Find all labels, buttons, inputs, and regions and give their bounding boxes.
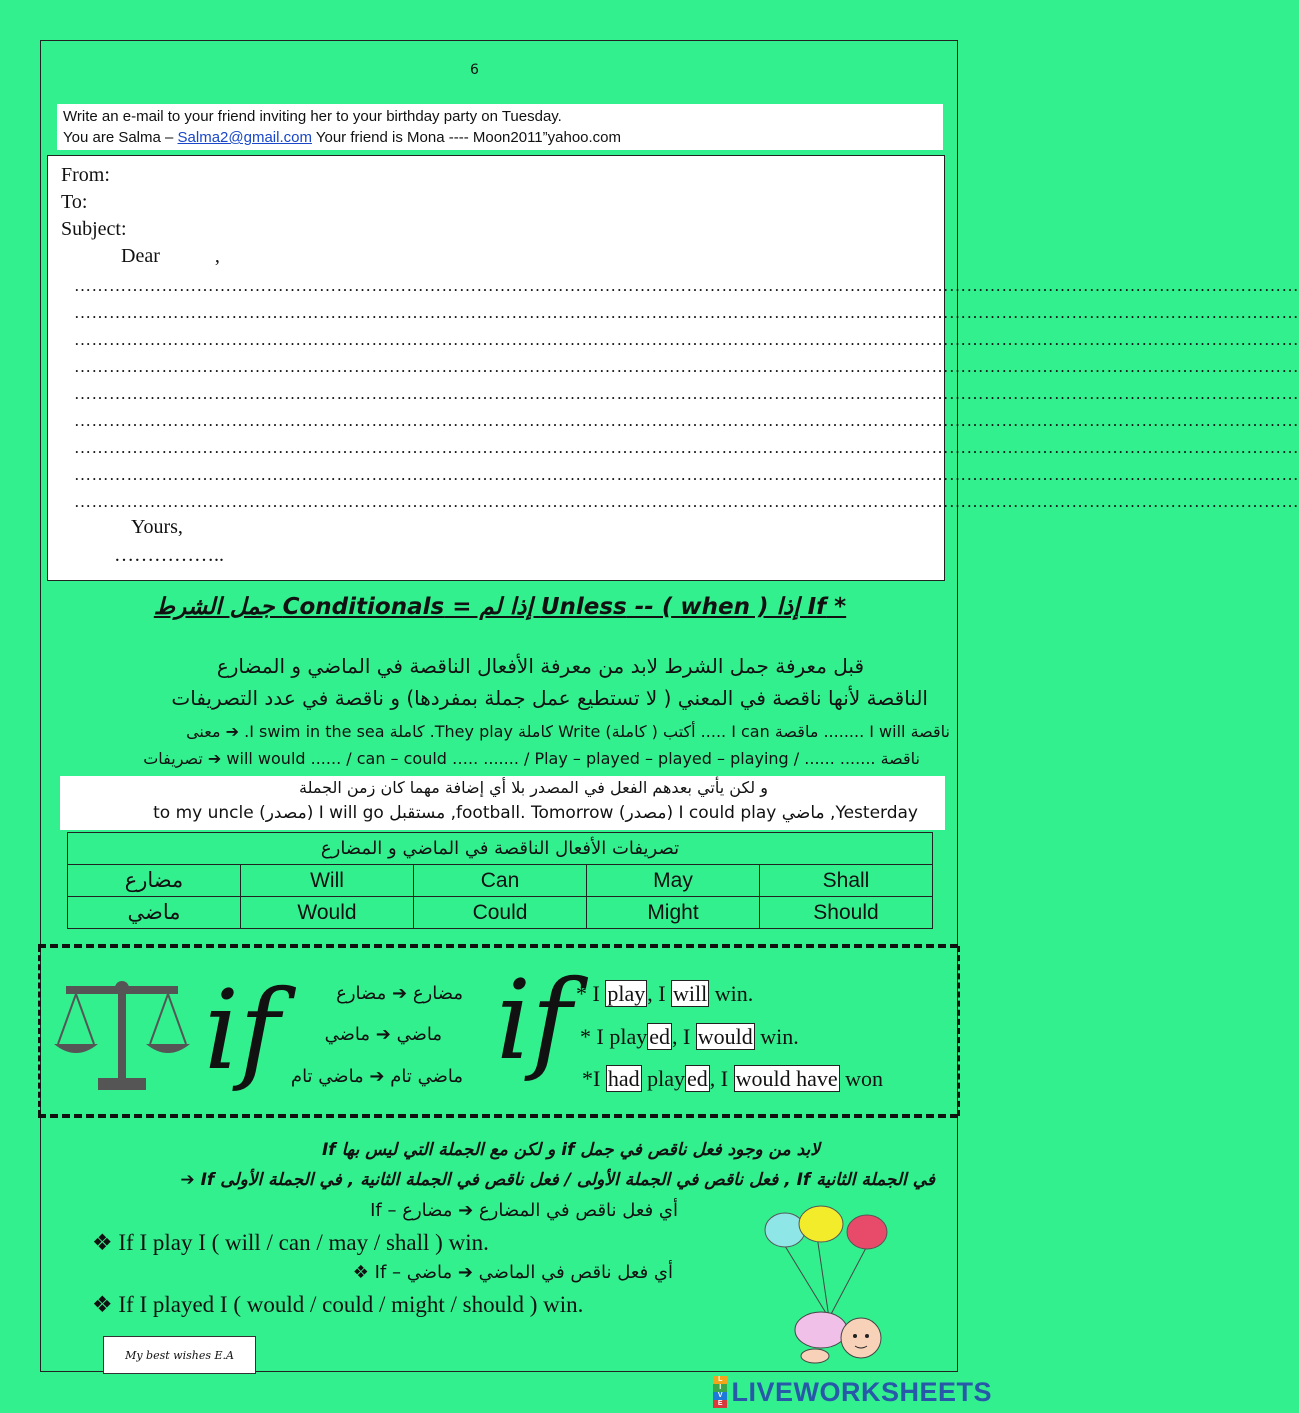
- balloons-baby-icon: [755, 1210, 905, 1370]
- table-cell: Should: [760, 897, 933, 929]
- answer-box[interactable]: would have: [735, 1066, 838, 1091]
- present-subrule: أي فعل ناقص في المضارع ➔ مضارع – If: [370, 1200, 678, 1221]
- email-form: [47, 155, 1299, 581]
- table-cell: Could: [414, 897, 587, 929]
- example-text: * I: [576, 981, 606, 1006]
- task-line-2-prefix: You are Salma –: [63, 129, 178, 146]
- example-text: , I: [671, 1024, 696, 1049]
- answer-box[interactable]: ed: [686, 1066, 708, 1091]
- task-line-2: [63, 127, 937, 148]
- writing-line-5[interactable]: …………………………………………………………………………………………………………………………………………………………………………………………: [74, 384, 1299, 403]
- intro-line-4: ناقصة ....... ...... / will would ...... / can – could ….. ....... / Play – played – played – playing ➔ تصريفات: [143, 749, 920, 768]
- table-cell: Would: [241, 897, 414, 929]
- dear-label: Dear ,: [121, 245, 220, 267]
- signoff-line[interactable]: ……………..: [114, 544, 224, 566]
- bottom-rule-1: لابد من وجود فعل ناقص في جمل if و لكن مع الجملة التي ليس بها If: [321, 1140, 820, 1160]
- answer-box[interactable]: will: [673, 981, 708, 1006]
- task-instructions: [57, 104, 943, 150]
- table-cell: Can: [414, 865, 587, 897]
- note-line-1: و لكن يأتي بعدهم الفعل في المصدر بلا أي إضافة مهما كان زمن الجملة: [299, 778, 768, 797]
- logo-mark-letter: L: [713, 1376, 727, 1384]
- subject-label: Subject:: [61, 218, 127, 240]
- past-subrule: أي فعل ناقص في الماضي ➔ ماضي – If ❖: [352, 1262, 673, 1283]
- table-row-label: ماضي: [68, 897, 241, 929]
- writing-line-3[interactable]: …………………………………………………………………………………………………………………………………………………………………………………………: [74, 330, 1299, 349]
- dashed-border-top: [38, 944, 958, 948]
- dashed-border-right: [957, 946, 960, 1116]
- task-line-2-suffix: Your friend is Mona ---- Moon2011”yahoo.com: [311, 129, 622, 146]
- table-row: [68, 865, 933, 897]
- page-number: 6: [470, 62, 479, 78]
- example-3: [582, 1066, 883, 1092]
- dashed-border-bottom: [38, 1114, 958, 1118]
- example-text: play: [641, 1066, 685, 1091]
- example-text: , I: [647, 981, 672, 1006]
- yours-label: Yours,: [131, 516, 183, 538]
- logo-text: LIVEWORKSHEETS: [731, 1376, 992, 1407]
- logo-mark-letter: I: [713, 1384, 727, 1392]
- writing-line-7[interactable]: …………………………………………………………………………………………………………………………………………………………………………………………: [74, 438, 1299, 457]
- writing-line-4[interactable]: …………………………………………………………………………………………………………………………………………………………………………………………: [74, 357, 1299, 376]
- writing-line-9[interactable]: …………………………………………………………………………………………………………………………………………………………………………………………: [74, 492, 1299, 511]
- intro-line-1: قبل معرفة جمل الشرط لابد من معرفة الأفعال الناقصة في الماضي و المضارع: [216, 654, 864, 678]
- bottom-rule-2: في الجملة الثانية If , فعل ناقص في الجملة الأولى / فعل ناقص في الجملة الثانية , في الجملة الأولى If ➔: [180, 1170, 935, 1190]
- example-text: *I: [582, 1066, 606, 1091]
- intro-line-3: ناقصة I will ........ ماقصة I can ..... أكتب ( كاملة) Write كاملة They play. كاملة I swim in the sea. ➔ معنى: [186, 722, 950, 741]
- table-cell: Will: [241, 865, 414, 897]
- example-text: win.: [754, 1024, 799, 1049]
- tense-rule-2: ماضي ➔ ماضي: [324, 1024, 442, 1045]
- table-cell: May: [587, 865, 760, 897]
- big-if-right: if: [496, 956, 572, 1084]
- conditionals-heading: * If إذا ( when ) -- Unless إذا لم = Conditionals جمل الشرط: [153, 594, 847, 620]
- example-text: win.: [709, 981, 754, 1006]
- big-if-left: if: [204, 966, 280, 1094]
- example-text: , I: [709, 1066, 734, 1091]
- task-line-1: Write an e-mail to your friend inviting her to your birthday party on Tuesday.: [63, 108, 562, 125]
- signature-box: My best wishes E.A: [103, 1336, 256, 1374]
- salma-email-link[interactable]: Salma2@gmail.com: [177, 129, 312, 146]
- example-text: * I play: [580, 1024, 648, 1049]
- example-text: won: [839, 1066, 883, 1091]
- tense-rule-3: ماضي تام ➔ ماضي تام: [290, 1066, 463, 1087]
- table-row: [68, 897, 933, 929]
- table-title: تصريفات الأفعال الناقصة في الماضي و المضارع: [68, 833, 933, 865]
- writing-line-8[interactable]: …………………………………………………………………………………………………………………………………………………………………………………………: [74, 465, 1299, 484]
- liveworksheets-logo: [713, 1376, 992, 1408]
- answer-box[interactable]: had: [607, 1066, 640, 1091]
- dashed-border-left: [38, 946, 41, 1116]
- logo-mark-icon: [713, 1376, 727, 1408]
- from-label: From:: [61, 164, 110, 186]
- balance-scale-icon: [52, 978, 192, 1098]
- past-example: ❖ If I played I ( would / could / might / should ) win.: [92, 1292, 584, 1317]
- note-line-2: Yesterday, ماضي I could play (مصدر) football. Tomorrow, مستقبل I will go (مصدر) to my uncle: [153, 803, 918, 823]
- writing-line-2[interactable]: …………………………………………………………………………………………………………………………………………………………………………………………: [74, 303, 1299, 322]
- logo-mark-letter: V: [713, 1392, 727, 1400]
- answer-box[interactable]: would: [697, 1024, 753, 1049]
- writing-line-6[interactable]: …………………………………………………………………………………………………………………………………………………………………………………………: [74, 411, 1299, 430]
- table-row-label: مضارع: [68, 865, 241, 897]
- answer-box[interactable]: play: [607, 981, 646, 1006]
- table-cell: Might: [587, 897, 760, 929]
- tense-rule-1: مضارع ➔ مضارع: [336, 983, 463, 1004]
- example-1: [576, 981, 753, 1007]
- answer-box[interactable]: ed: [649, 1024, 670, 1049]
- logo-mark-letter: E: [713, 1400, 727, 1408]
- modal-verbs-table: [67, 832, 933, 929]
- example-2: [580, 1024, 799, 1050]
- intro-line-2: الناقصة لأنها ناقصة في المعني ( لا تستطيع عمل جملة بمفردها) و ناقصة في عدد التصريفات: [171, 686, 928, 710]
- writing-line-1[interactable]: …………………………………………………………………………………………………………………………………………………………………………………………: [74, 276, 1299, 295]
- table-cell: Shall: [760, 865, 933, 897]
- to-label: To:: [61, 191, 88, 213]
- present-example: ❖ If I play I ( will / can / may / shall ) win.: [92, 1230, 489, 1255]
